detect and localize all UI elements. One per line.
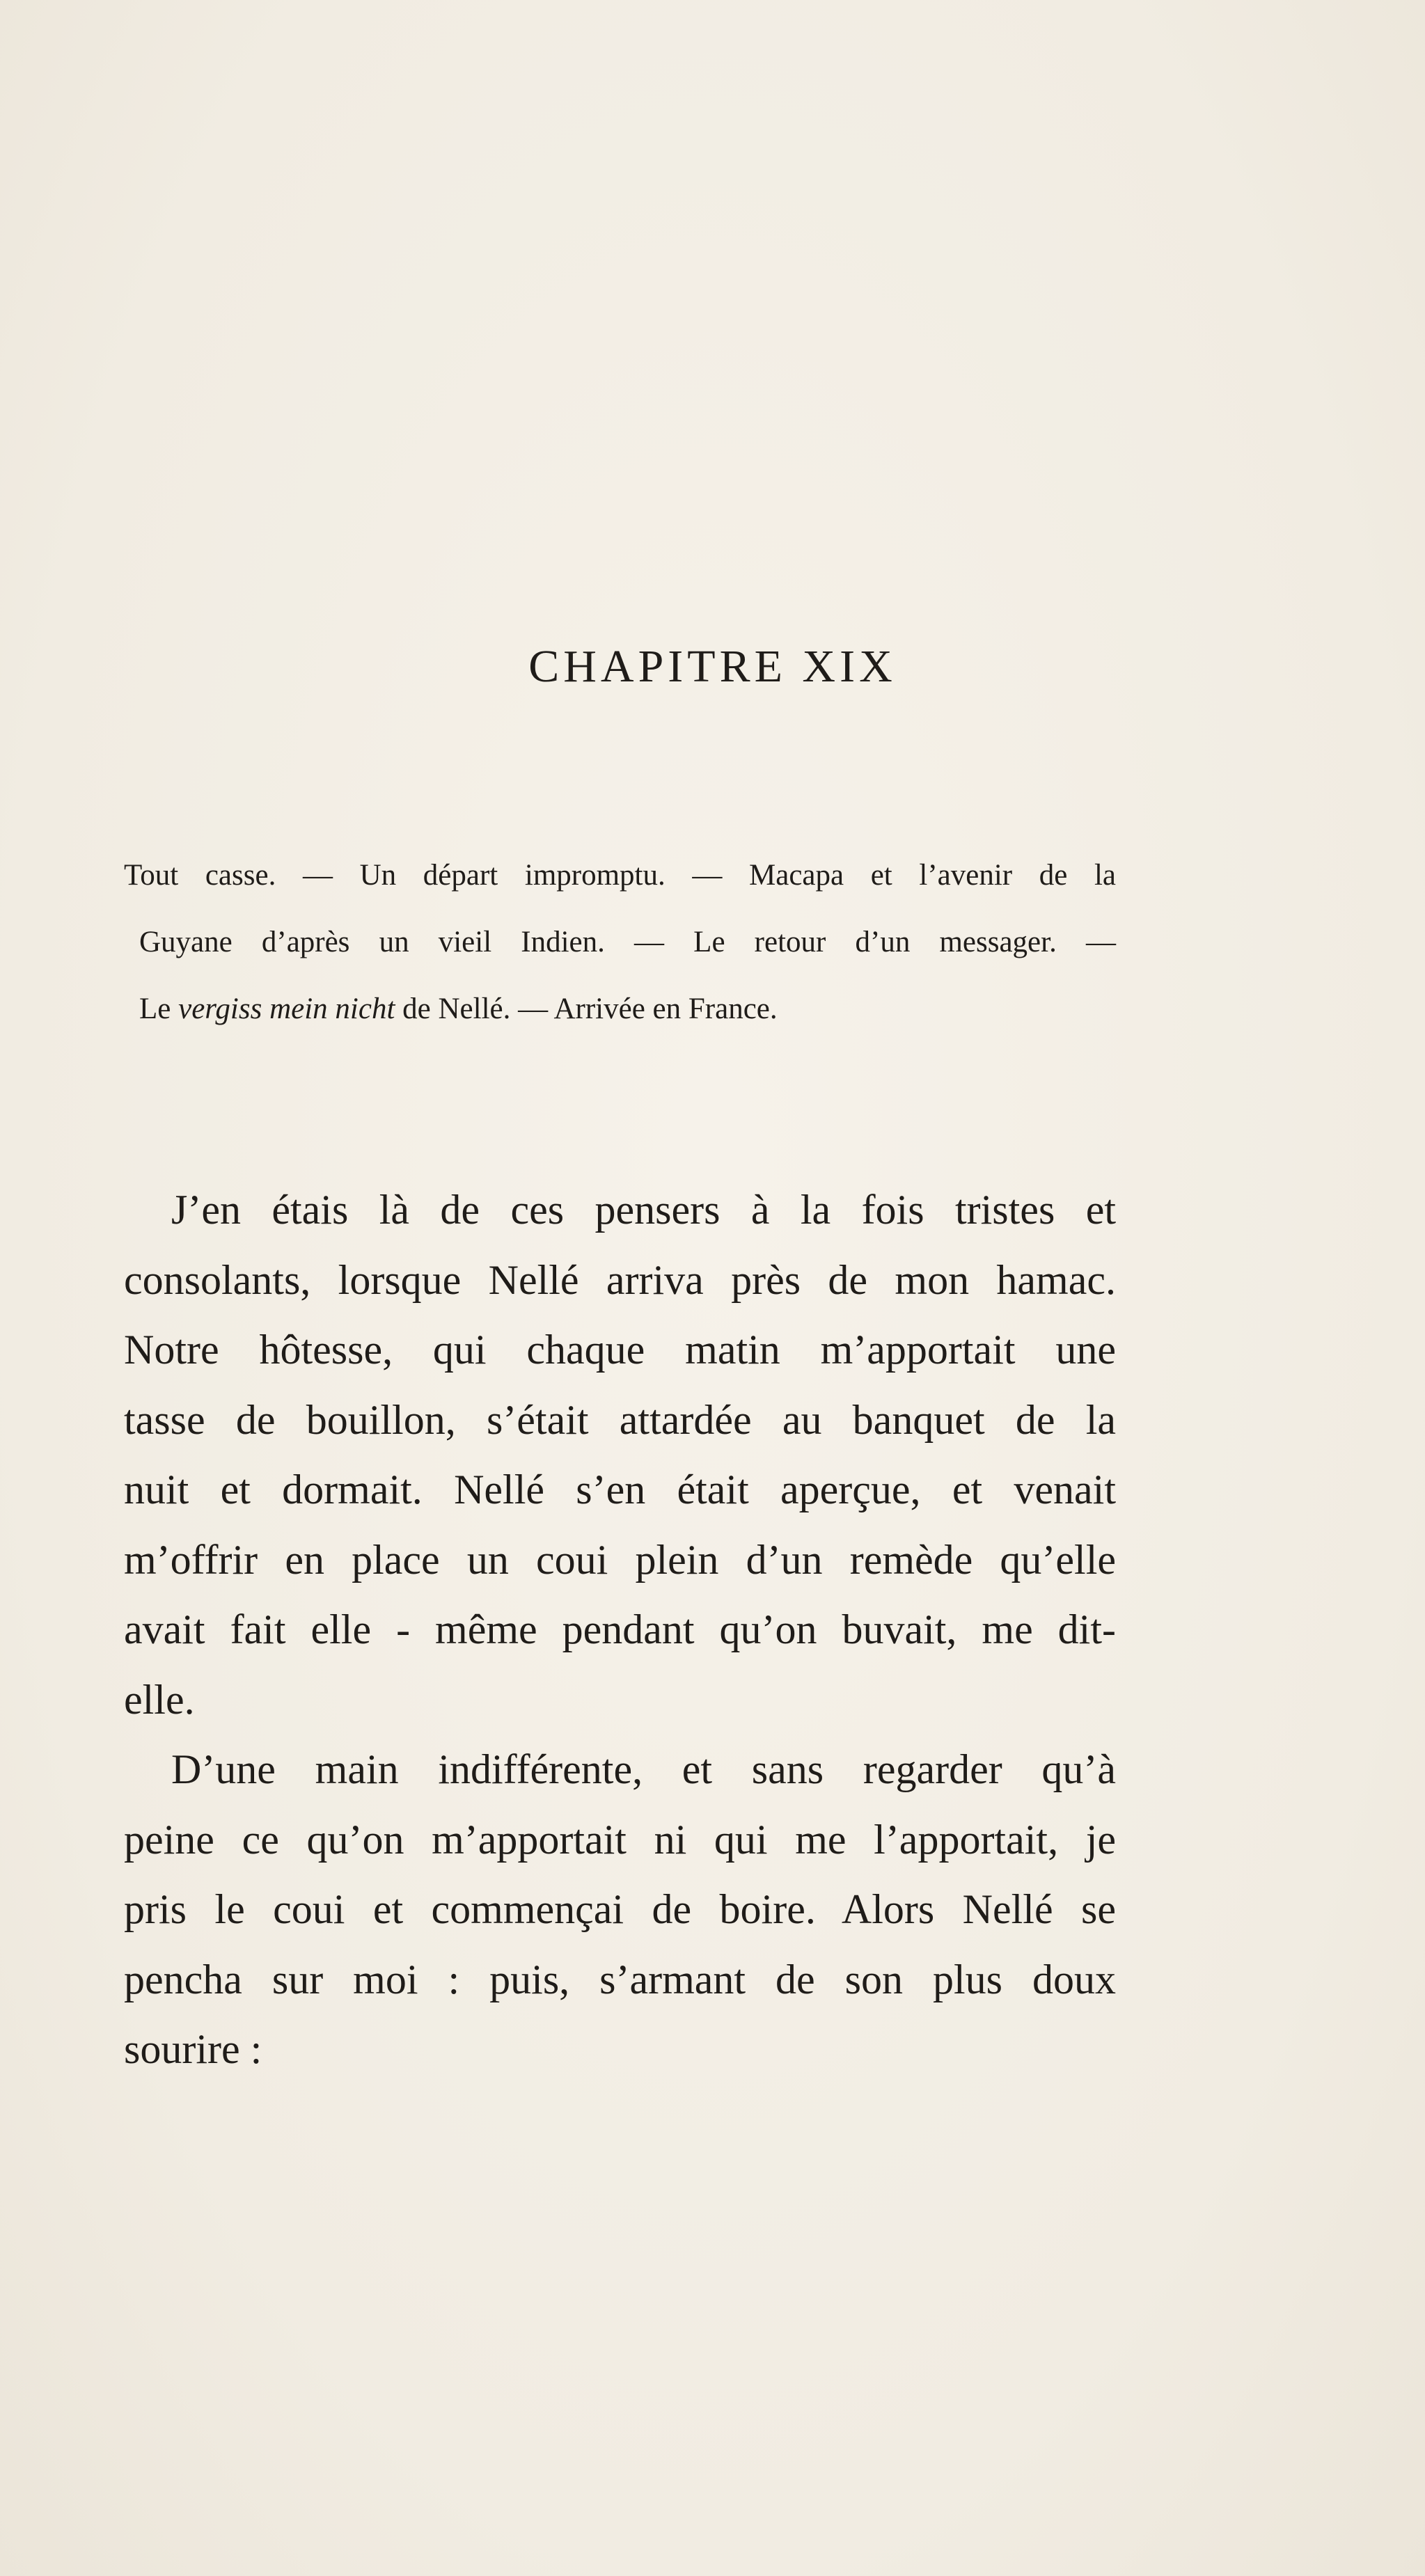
body-text (124, 1175, 1116, 2085)
text-line: consolants, lorsque Nellé arriva près de mon hamac. (124, 1256, 1116, 1303)
summary-line: Guyane d’après un vieil Indien. — Le retour d’un messager. — (139, 926, 1116, 958)
text-line: pencha sur moi : puis, s’armant de son plus doux (124, 1956, 1116, 2002)
text-line: peine ce qu’on m’apportait ni qui me l’apportait, je (124, 1816, 1116, 1863)
text-line: avait fait elle - même pendant qu’on buvait, me dit- (124, 1606, 1116, 1652)
text-line: sourire : (124, 2026, 262, 2072)
text-line: Notre hôtesse, qui chaque matin m’apportait une (124, 1327, 1116, 1373)
text-line: pris le coui et commençai de boire. Alors Nellé se (124, 1886, 1116, 1932)
text-line: D’une main indifférente, et sans regarder qu’à (171, 1746, 1116, 1792)
chapter-summary (124, 842, 1116, 1043)
text-line: tasse de bouillon, s’était attardée au banquet de la (124, 1396, 1116, 1443)
paragraph (124, 1735, 1116, 2085)
paragraph (124, 1175, 1116, 1735)
summary-line: Le vergiss mein nicht de Nellé. — Arrivée en France. (139, 993, 778, 1025)
text-line: nuit et dormait. Nellé s’en était aperçue, et venait (124, 1467, 1116, 1512)
text-line: J’en étais là de ces pensers à la fois tristes et (171, 1187, 1116, 1233)
text-line: m’offrir en place un coui plein d’un remède qu’elle (124, 1536, 1116, 1583)
text-line: elle. (124, 1676, 195, 1723)
italic-phrase: vergiss mein nicht (178, 993, 395, 1025)
chapter-title: CHAPITRE XIX (528, 641, 897, 692)
summary-line: Tout casse. — Un départ impromptu. — Macapa et l’avenir de la (124, 859, 1116, 892)
